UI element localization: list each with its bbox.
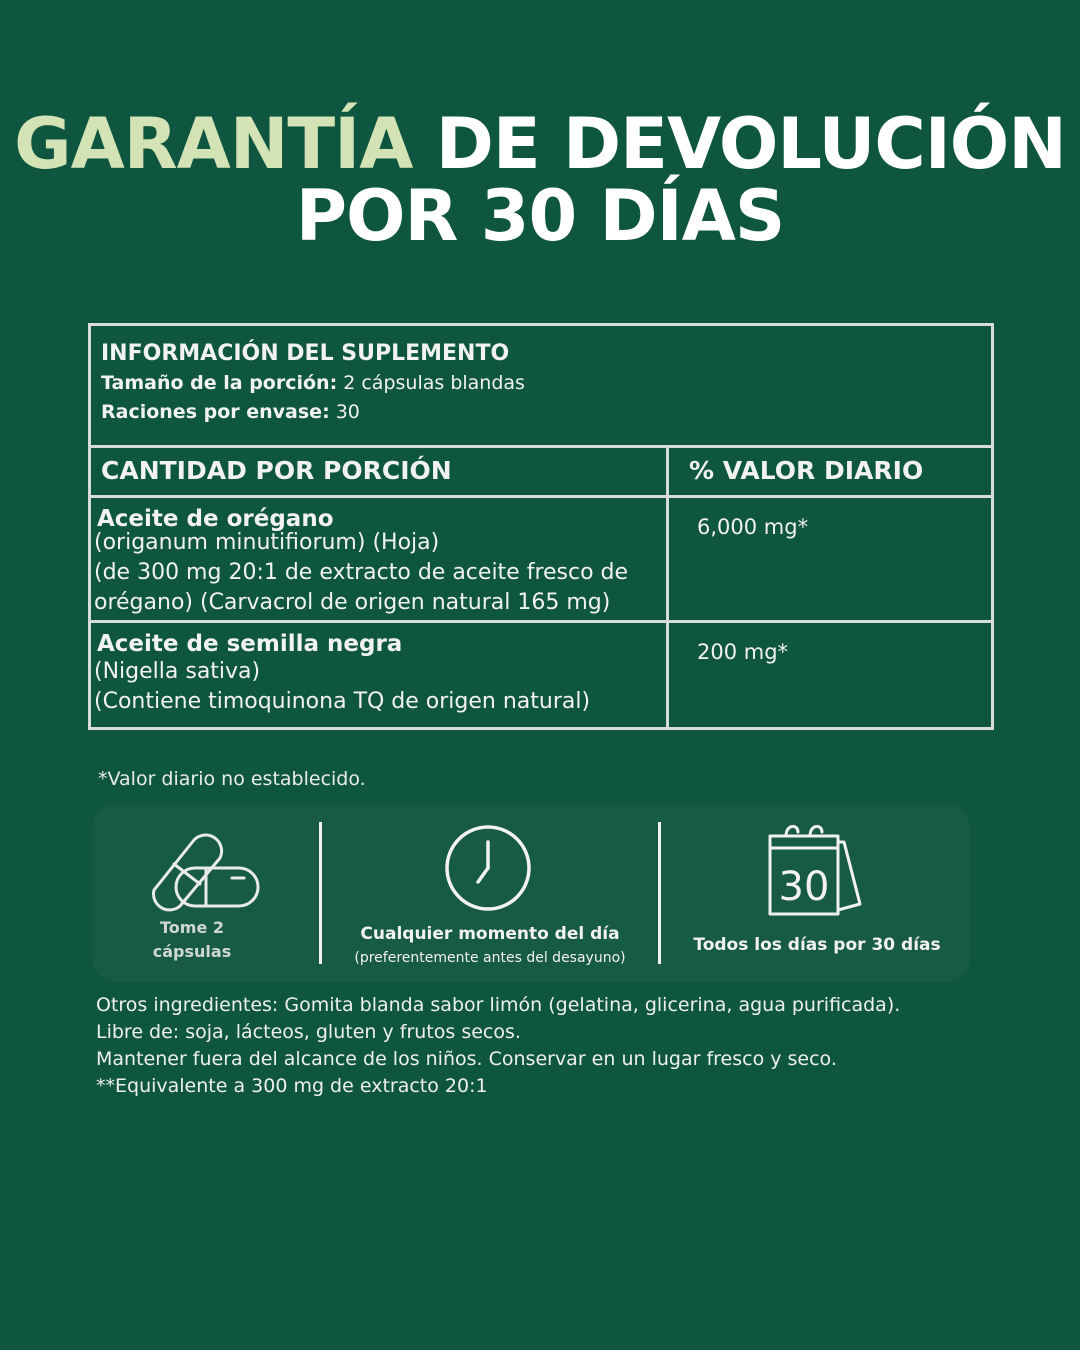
ingredient-name: Aceite de semilla negra [97, 631, 403, 657]
description-line: (Nigella sativa) [94, 659, 261, 684]
headline-line-1-rest: DE DEVOLUCIÓN [435, 103, 1066, 185]
table-row [91, 623, 991, 730]
description-line: (Contiene timoquinona TQ de origen natural) [94, 689, 591, 714]
headline-line-2: POR 30 DÍAS [295, 175, 785, 257]
capsule-icon [142, 822, 262, 912]
extract-equivalence: **Equivalente a 300 mg de extracto 20:1 [96, 1075, 488, 1097]
usage-panel [92, 804, 970, 982]
storage-warning: Mantener fuera del alcance de los niños. Conservar en un lugar fresco y seco. [96, 1048, 837, 1070]
feature-label-anytime: Cualquier momento del día [360, 924, 620, 944]
feature-label-capsules [92, 916, 292, 964]
headline-line-1 [0, 103, 1080, 185]
clock-icon [442, 822, 534, 914]
calendar-day: 30 [778, 864, 830, 910]
description-line: orégano) (Carvacrol de origen natural 165 mg) [94, 590, 611, 615]
feature-label-line: Tome 2 [159, 918, 224, 937]
servings-value: 30 [335, 401, 360, 423]
table-row [91, 498, 991, 623]
ingredient-amount: 200 mg* [697, 640, 789, 664]
column-daily-value: % VALOR DIARIO [689, 456, 924, 485]
calendar-icon [764, 818, 864, 918]
facts-title: INFORMACIÓN DEL SUPLEMENTO [101, 341, 510, 366]
panel-divider [658, 822, 661, 964]
allergen-free: Libre de: soja, lácteos, gluten y frutos secos. [96, 1021, 521, 1043]
description-line: (origanum minutifiorum) (Hoja) [94, 530, 440, 555]
serving-size [101, 369, 981, 398]
ingredient-name: Aceite de orégano [97, 506, 334, 532]
feature-sublabel-anytime: (preferentemente antes del desayuno) [354, 950, 626, 966]
servings-per-container [101, 398, 981, 427]
panel-divider [319, 822, 322, 964]
serving-size-label: Tamaño de la porción: [101, 372, 338, 394]
ingredient-description [94, 657, 654, 717]
headline [0, 103, 1080, 257]
ingredient-description [94, 528, 654, 618]
servings-label: Raciones por envase: [101, 401, 330, 423]
feature-label-line: cápsulas [152, 942, 232, 961]
daily-value-note: *Valor diario no establecido. [98, 768, 366, 790]
supplement-facts-table [88, 323, 994, 730]
description-line: (de 300 mg 20:1 de extracto de aceite fresco de [94, 560, 629, 585]
facts-column-headers [91, 448, 991, 498]
column-amount: CANTIDAD POR PORCIÓN [101, 456, 452, 485]
facts-header [91, 326, 991, 448]
feature-label-30-days: Todos los días por 30 días [693, 935, 941, 955]
headline-accent: GARANTÍA [14, 103, 413, 185]
footer-notes [96, 992, 996, 1100]
other-ingredients: Otros ingredientes: Gomita blanda sabor limón (gelatina, glicerina, agua purificada). [96, 994, 901, 1016]
ingredient-amount: 6,000 mg* [697, 515, 809, 539]
serving-size-value: 2 cápsulas blandas [343, 372, 525, 394]
